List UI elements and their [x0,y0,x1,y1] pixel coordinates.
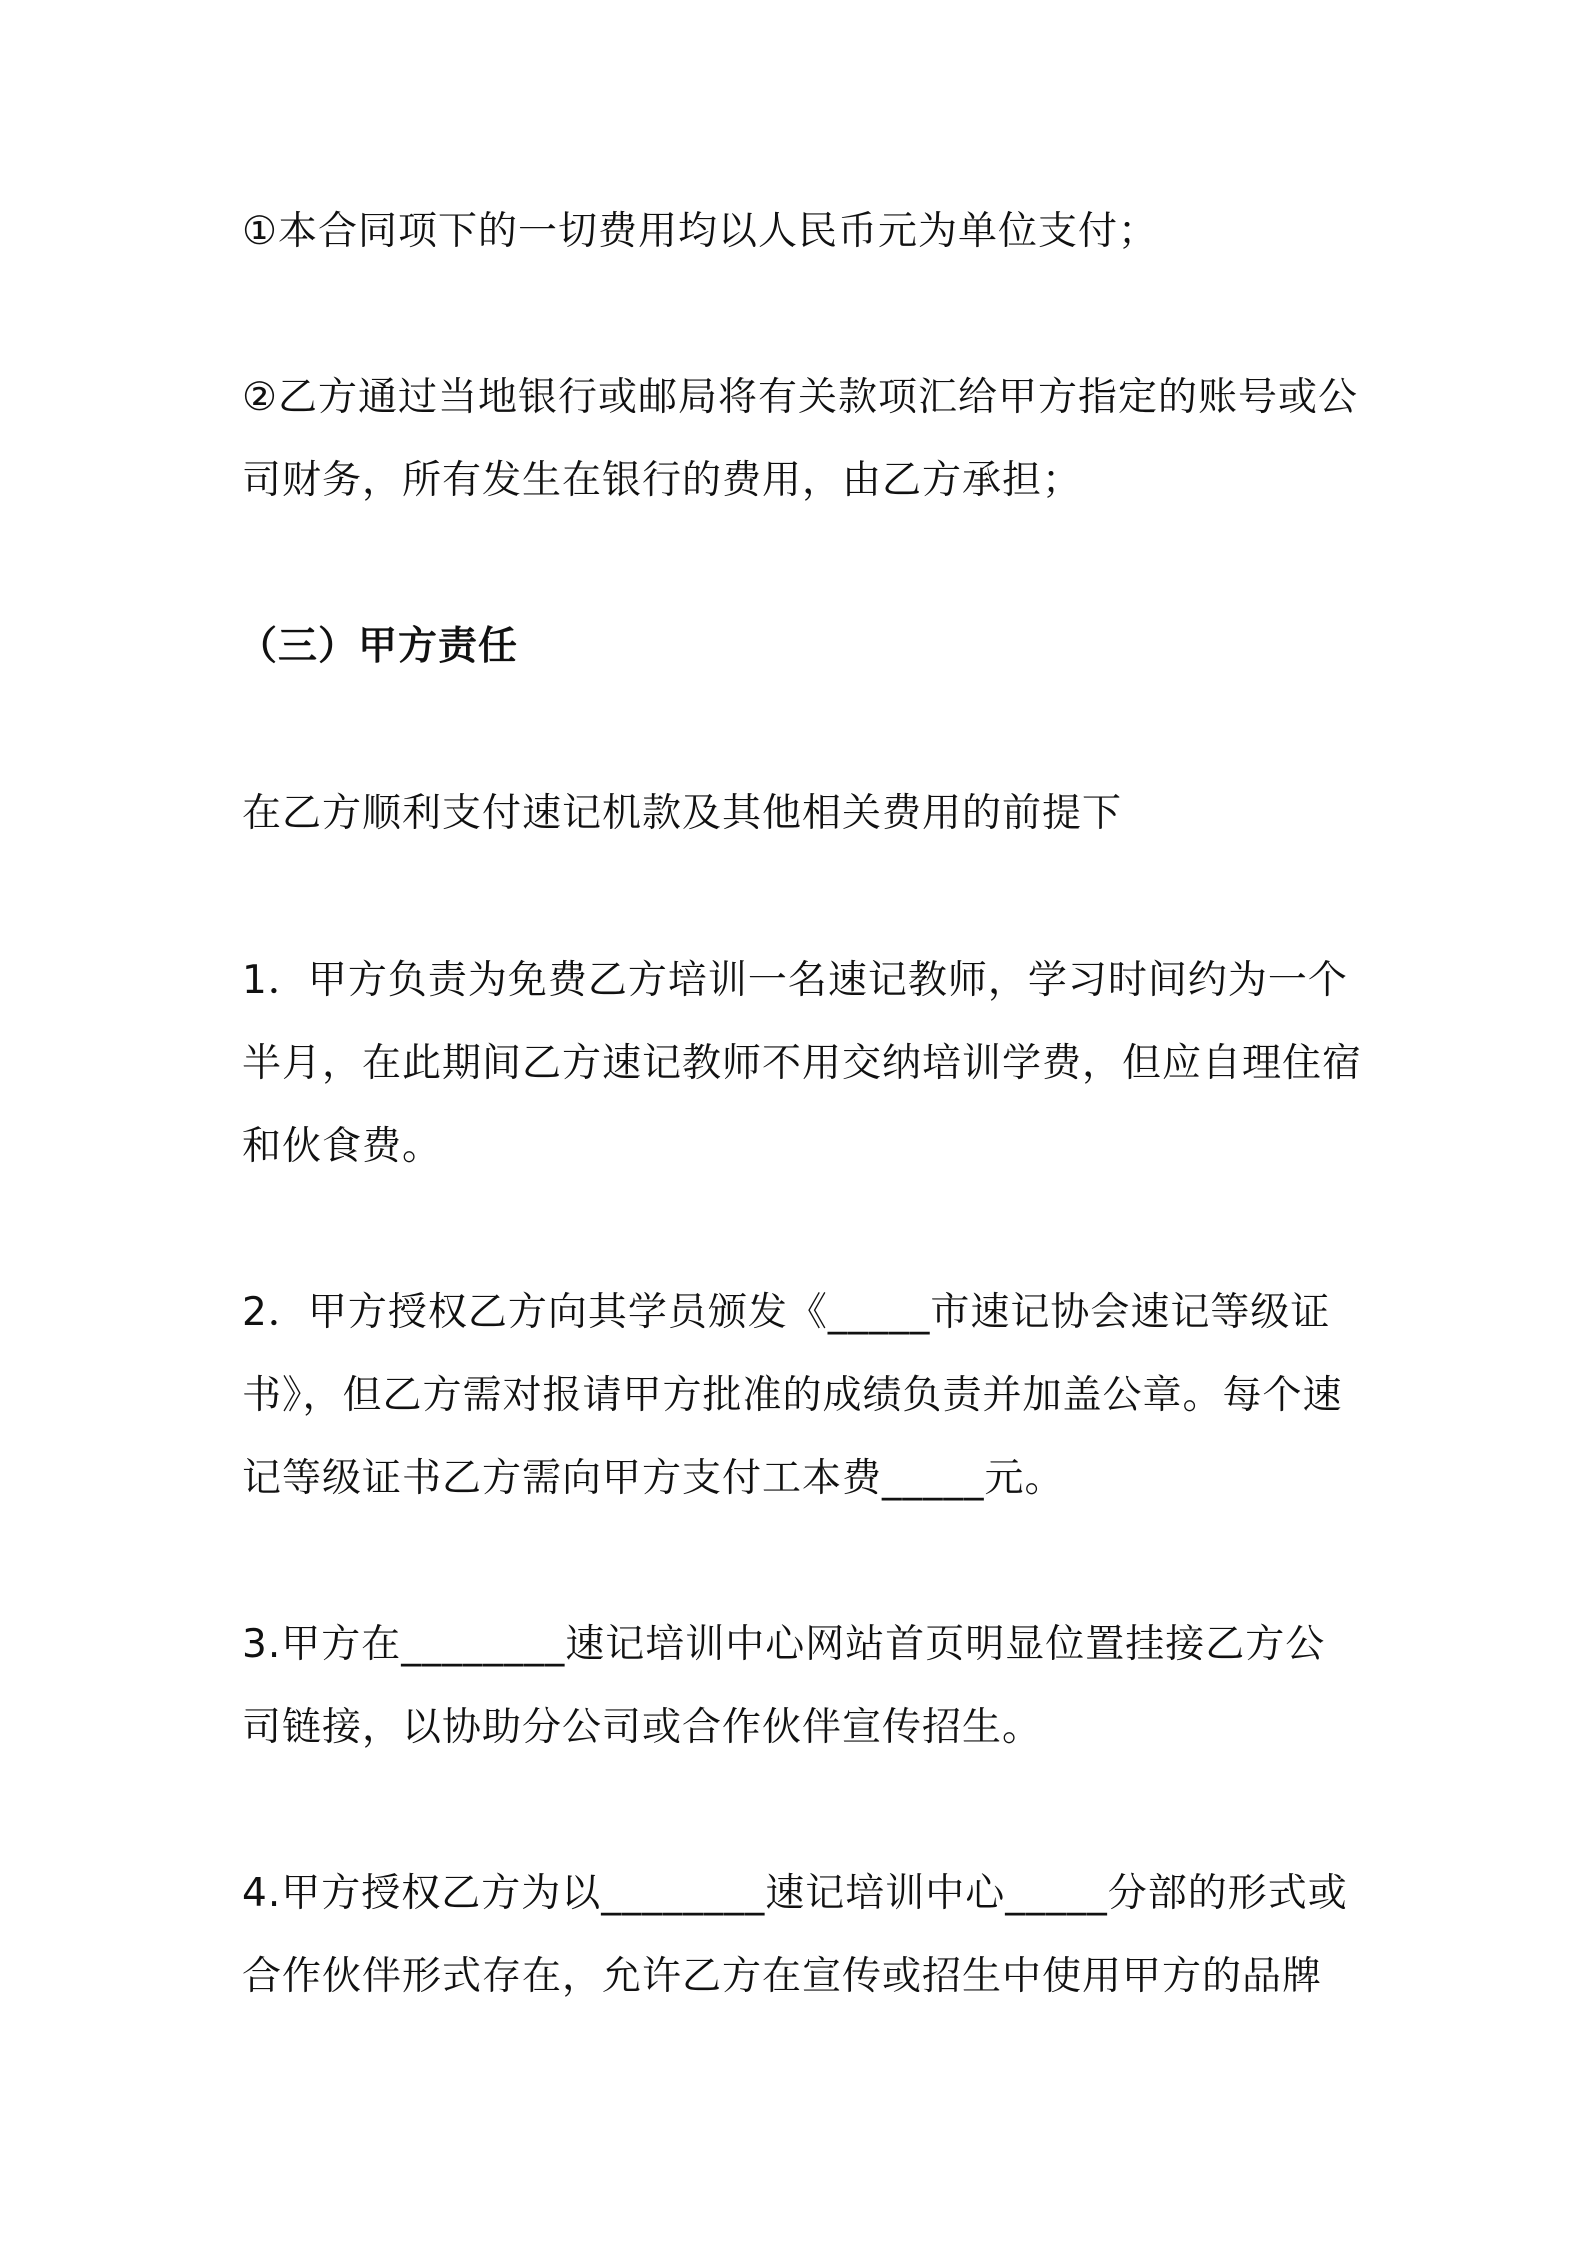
payment-currency-clause: ①本合同项下的一切费用均以人民币元为单位支付； [242,209,1158,254]
duty-item-1: 1．甲方负责为免费乙方培训一名速记教师，学习时间约为一个半月，在此期间乙方速记教师不用交纳培训学费，但应自理住宿和伙食费。 [242,958,1363,1169]
bank-transfer-clause: ②乙方通过当地银行或邮局将有关款项汇给甲方指定的账号或公司财务，所有发生在银行的费用，由乙方承担； [242,375,1358,503]
section-heading-party-a-duties: （三）甲方责任 [238,624,519,669]
duty-item-2: 2．甲方授权乙方向其学员颁发《_____市速记协会速记等级证书》，但乙方需对报请甲方批准的成绩负责并加盖公章。每个速记等级证书乙方需向甲方支付工本费_____元。 [242,1290,1343,1501]
precondition-clause: 在乙方顺利支付速记机款及其他相关费用的前提下 [242,791,1123,836]
duty-item-3: 3.甲方在________速记培训中心网站首页明显位置挂接乙方公司链接，以协助分公司或合作伙伴宣传招生。 [242,1622,1326,1750]
duty-item-4: 4.甲方授权乙方为以________速记培训中心_____分部的形式或合作伙伴形式存在，允许乙方在宣传或招生中使用甲方的品牌 [242,1871,1348,1999]
